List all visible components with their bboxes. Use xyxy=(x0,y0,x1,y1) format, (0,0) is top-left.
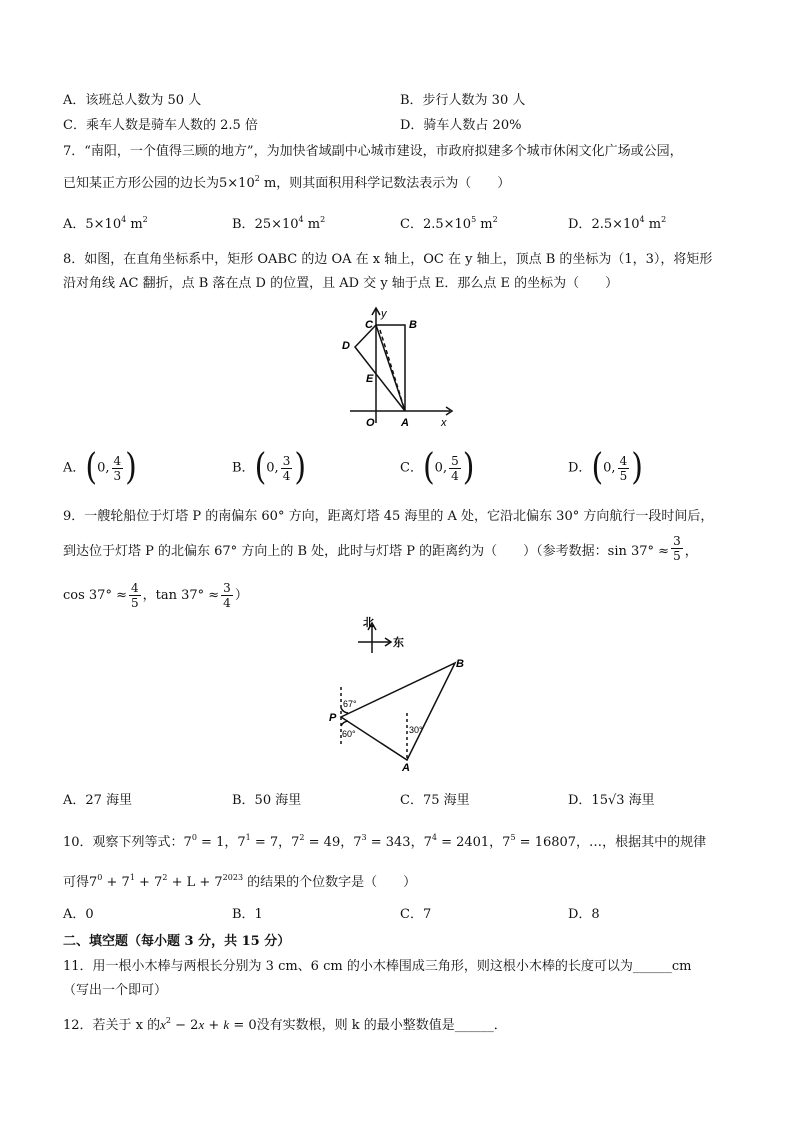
label-p: P xyxy=(329,712,337,724)
q9-stem-line3: cos 37° ≈ $\frac{4}{5}$ ，tan 37° ≈ $\frac{3}{4}$ ） xyxy=(63,581,248,610)
q11-stem-line1: 11．用一根小木棒与两根长分别为 3 cm、6 cm 的小木棒围成三角形，则这根小木棒的长度可以为______cm xyxy=(63,959,692,974)
q9-lighthouse-figure xyxy=(325,615,475,773)
q9-option-c: C．75 海里 xyxy=(400,793,470,808)
q7-option-d: D．$2.5\times 10^4$ $m^2$ xyxy=(568,215,667,232)
q9-option-b: B．50 海里 xyxy=(232,793,302,808)
q8-stem-line1: 8．如图，在直角坐标系中，矩形 OABC 的边 OA 在 x 轴上，OC 在 y 轴上，顶点 B 的坐标为（1，3），将矩形 xyxy=(63,252,713,267)
q9-option-d: D．15√3 海里 xyxy=(568,793,655,808)
q7-option-b: B．$25\times 10^4$ $m^2$ xyxy=(232,215,326,232)
q7-option-c: C．$2.5\times 10^5$ $m^2$ xyxy=(400,215,498,232)
label-a: A xyxy=(401,417,409,429)
label-30: 30° xyxy=(409,725,423,735)
q8-option-b: B．(0, $\frac{3}{4}$ ) xyxy=(232,446,307,489)
q10-option-b: B．1 xyxy=(232,907,263,922)
q10-stem-line1: 10．观察下列等式：$7^0 = 1$，$7^1 = 7$，$7^2 = 49$，$7^3 = 343$，$7^4 = 2401$，$7^5 = 16807$，…，根据其中的规律 xyxy=(63,833,707,850)
label-a: A xyxy=(402,762,410,773)
q8-option-a: A．(0, $\frac{4}{3}$ ) xyxy=(63,446,137,489)
label-c: C xyxy=(365,319,373,331)
label-north: 北 xyxy=(363,617,374,629)
q8-option-c: C．(0, $\frac{5}{4}$ ) xyxy=(400,446,475,489)
q10-option-a: A．0 xyxy=(63,907,94,922)
label-d: D xyxy=(342,340,350,352)
label-east: 东 xyxy=(393,637,404,649)
label-x: x xyxy=(441,417,447,429)
q8-rectangle-figure xyxy=(330,305,460,430)
q9-option-a: A．27 海里 xyxy=(63,793,133,808)
q9-stem-line1: 9．一艘轮船位于灯塔 P 的南偏东 60° 方向，距离灯塔 45 海里的 A 处，它沿北偏东 30° 方向航行一段时间后， xyxy=(63,509,714,524)
q7-stem-line2: 已知某正方形公园的边长为$5\times 10^2$ m，则其面积用科学记数法表示为（ ） xyxy=(63,174,511,191)
q12-stem: 12．若关于 x 的$x^2 - 2x + k = 0$没有实数根，则 k 的最小整数值是______． xyxy=(63,1016,507,1033)
q7-stem-line1: 7．“南阳，一个值得三顾的地方”，为加快省域副中心城市建设，市政府拟建多个城市休闲文化广场或公园， xyxy=(63,144,683,159)
label-e: E xyxy=(366,373,374,385)
label-o: O xyxy=(366,417,375,429)
q6-option-b: B．步行人数为 30 人 xyxy=(400,93,526,108)
q10-option-c: C．7 xyxy=(400,907,432,922)
q8-stem-line2: 沿对角线 AC 翻折，点 B 落在点 D 的位置，且 AD 交 y 轴于点 E．那么点 E 的坐标为（ ） xyxy=(63,276,619,291)
label-60: 60° xyxy=(342,729,356,739)
q8-option-d: D．(0, $\frac{4}{5}$ ) xyxy=(568,446,643,489)
q11-stem-line2: （写出一个即可） xyxy=(63,983,168,998)
q6-option-c: C．乘车人数是骑车人数的 2.5 倍 xyxy=(63,118,258,133)
label-b: B xyxy=(456,658,464,670)
q10-option-d: D．8 xyxy=(568,907,600,922)
label-y: y xyxy=(381,308,387,320)
q10-stem-line2: 可得$7^0 + 7^1 + 7^2 + L + 7^{2023}$ 的结果的个位数字是（ ） xyxy=(63,873,417,890)
section-title: 二、填空题（每小题 3 分，共 15 分） xyxy=(63,934,291,949)
q6-option-a: A．该班总人数为 50 人 xyxy=(63,93,202,108)
q9-stem-line2: 到达位于灯塔 P 的北偏东 67° 方向上的 B 处，此时与灯塔 P 的距离约为（ ）（参考数据：sin 37° ≈ $\frac{3}{5}$ ， xyxy=(63,534,698,563)
label-67: 67° xyxy=(343,699,357,709)
label-b: B xyxy=(409,319,417,331)
q7-option-a: A．$5\times 10^4$ $m^2$ xyxy=(63,215,148,232)
q6-option-d: D．骑车人数占 20% xyxy=(400,118,522,133)
